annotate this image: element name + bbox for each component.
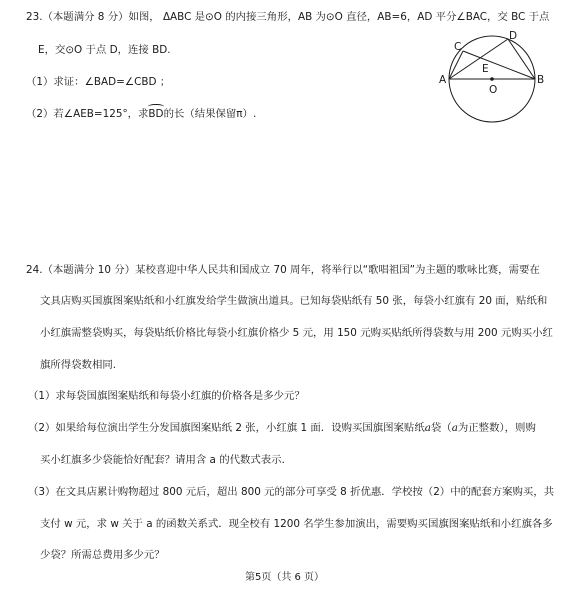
q24-part-2-text-c: 为正整数），则购 bbox=[457, 422, 536, 434]
q24-part-3-line-2: 支付 w 元，求 w 关于 a 的函数关系式．现全校有 1200 名学生参加演出，需要购买国旗图案贴纸和小红旗各多 bbox=[40, 518, 553, 530]
q24-part-2-line-2: 买小红旗多少袋能恰好配套？请用含 a 的代数式表示． bbox=[40, 454, 292, 466]
segment-cb bbox=[463, 51, 535, 79]
label-e: E bbox=[482, 63, 489, 75]
label-c: C bbox=[454, 41, 462, 53]
center-point-o bbox=[490, 77, 494, 81]
q24-line-4: 旗所得袋数相同. bbox=[40, 359, 117, 371]
q23-line-2: E，交⊙O 于点 D，连接 BD. bbox=[38, 44, 171, 56]
q24-part-1: （1）求每袋国旗图案贴纸和每袋小红旗的价格各是多少元？ bbox=[28, 390, 305, 402]
q24-part-3-line-3: 少袋？所需总费用多少元？ bbox=[40, 549, 165, 561]
q24-part-2-text-a: （2）如果给每位演出学生分发国旗图案贴纸 2 张，小红旗 1 面．设购买国旗图案贴纸 bbox=[28, 422, 425, 434]
label-b: B bbox=[537, 74, 545, 86]
label-a: A bbox=[439, 74, 447, 86]
circle-geometry-figure bbox=[436, 28, 548, 132]
q23-part-2 bbox=[26, 107, 256, 121]
q24-line-2: 文具店购买国旗图案贴纸和小红旗发给学生做演出道具。已知每袋贴纸有 50 张，每袋小红旗有 20 面，贴纸和 bbox=[40, 295, 548, 307]
q24-line-1: 24.（本题满分 10 分）某校喜迎中华人民共和国成立 70 周年，将举行以“歌唱祖国”为主题的歌咏比赛，需要在 bbox=[26, 264, 540, 276]
q23-line-1: 23.（本题满分 8 分）如图， ΔABC 是⊙O 的内接三角形，AB 为⊙O 直径，AB=6，AD 平分∠BAC，交 BC 于点 bbox=[26, 11, 550, 23]
q23-part-1: （1）求证：∠BAD=∠CBD ； bbox=[26, 76, 171, 88]
q24-part-3-line-1: （3）在文具店累计购物超过 800 元后，超出 800 元的部分可享受 8 折优惠．学校按（2）中的配套方案购买，共 bbox=[28, 486, 555, 498]
variable-a: a bbox=[451, 422, 458, 434]
label-d: D bbox=[509, 30, 518, 42]
page-footer: 第5页（共 6 页） bbox=[244, 572, 325, 583]
segment-db bbox=[508, 39, 535, 79]
label-o: O bbox=[489, 84, 498, 96]
q24-line-3: 小红旗需整袋购买，每袋贴纸价格比每袋小红旗价格少 5 元，用 150 元购买贴纸所得袋数与用 200 元购买小红 bbox=[40, 327, 553, 339]
q24-part-2-line-1 bbox=[28, 421, 536, 435]
variable-a: a bbox=[424, 422, 431, 434]
q23-part-2-suffix: 的长（结果保留π）. bbox=[163, 108, 257, 120]
q23-part-2-prefix: （2）若∠AEB=125°，求 bbox=[26, 108, 149, 120]
arc-bd-symbol: BD bbox=[148, 108, 164, 120]
q24-part-2-text-b: 袋（ bbox=[430, 422, 452, 434]
